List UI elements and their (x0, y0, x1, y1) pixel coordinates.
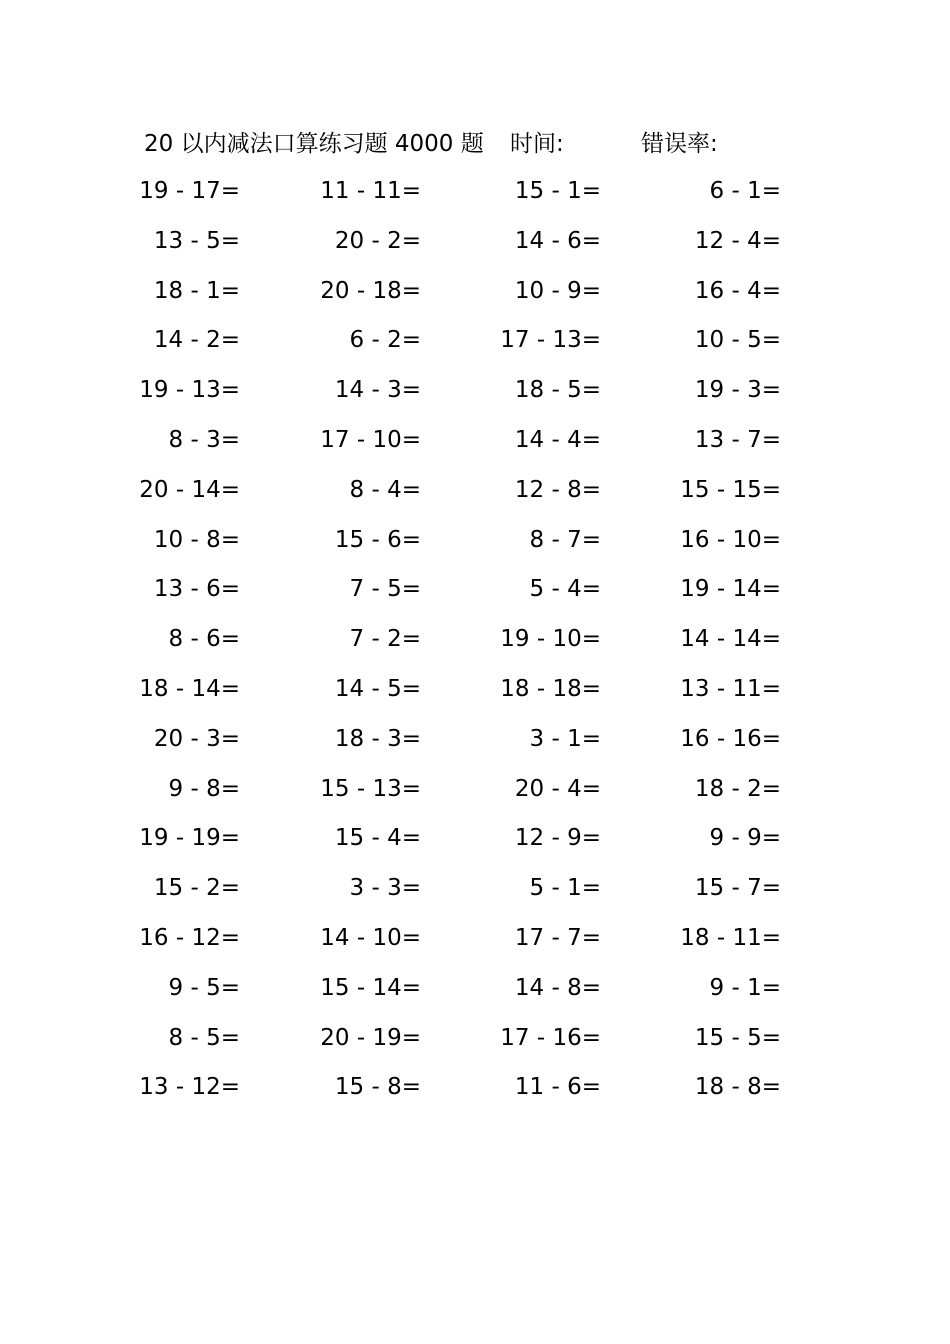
problem-item: 20 - 2= (334, 227, 421, 254)
problem-row (0, 920, 950, 970)
problem-item: 17 - 13= (500, 327, 601, 354)
error-rate-label: 错误率: (641, 131, 718, 157)
problem-item: 5 - 4= (529, 576, 601, 603)
problem-item: 14 - 3= (334, 377, 421, 404)
problem-item: 7 - 2= (349, 626, 421, 653)
problem-item: 19 - 13= (139, 377, 240, 404)
problem-item: 18 - 8= (694, 1074, 781, 1101)
problem-item: 8 - 5= (168, 1024, 240, 1051)
problem-item: 6 - 1= (709, 178, 781, 204)
problem-item: 12 - 4= (694, 227, 781, 254)
problem-item: 18 - 1= (153, 277, 240, 304)
problem-item: 17 - 16= (500, 1024, 601, 1051)
problem-item: 15 - 4= (334, 825, 421, 852)
problem-item: 14 - 2= (153, 327, 240, 354)
problem-row (0, 173, 950, 223)
problem-item: 13 - 6= (153, 576, 240, 603)
problem-row (0, 820, 950, 870)
problem-row (0, 671, 950, 721)
problem-item: 12 - 8= (514, 476, 601, 503)
problem-item: 18 - 5= (514, 377, 601, 404)
problem-row (0, 721, 950, 771)
problem-item: 19 - 10= (500, 626, 601, 653)
problem-row (0, 273, 950, 323)
problem-item: 19 - 17= (139, 178, 240, 204)
problem-item: 17 - 10= (320, 426, 421, 453)
problem-row (0, 1069, 950, 1119)
problem-item: 14 - 10= (320, 924, 421, 951)
problem-item: 16 - 10= (680, 526, 781, 553)
problem-item: 8 - 3= (168, 426, 240, 453)
problem-item: 15 - 15= (680, 476, 781, 503)
problem-item: 18 - 14= (139, 675, 240, 702)
problem-item: 18 - 18= (500, 675, 601, 702)
problem-item: 20 - 14= (139, 476, 240, 503)
problem-row (0, 472, 950, 522)
problem-item: 13 - 5= (153, 227, 240, 254)
problem-grid (0, 173, 950, 1119)
problem-item: 15 - 7= (694, 875, 781, 902)
problem-item: 16 - 12= (139, 924, 240, 951)
problem-item: 8 - 6= (168, 626, 240, 653)
problem-row (0, 322, 950, 372)
problem-item: 15 - 1= (514, 178, 601, 204)
problem-row (0, 1020, 950, 1070)
problem-item: 20 - 3= (153, 725, 240, 752)
problem-item: 17 - 7= (514, 924, 601, 951)
problem-row (0, 372, 950, 422)
problem-item: 20 - 4= (514, 775, 601, 802)
problem-item: 12 - 9= (514, 825, 601, 852)
problem-item: 7 - 5= (349, 576, 421, 603)
problem-item: 13 - 7= (694, 426, 781, 453)
problem-item: 9 - 5= (168, 974, 240, 1001)
problem-item: 19 - 14= (680, 576, 781, 603)
time-label: 时间: (510, 131, 564, 157)
problem-item: 9 - 1= (709, 974, 781, 1001)
problem-item: 11 - 11= (320, 178, 421, 204)
problem-item: 8 - 4= (349, 476, 421, 503)
problem-item: 19 - 3= (694, 377, 781, 404)
problem-item: 14 - 8= (514, 974, 601, 1001)
problem-row (0, 571, 950, 621)
problem-item: 18 - 2= (694, 775, 781, 802)
problem-item: 16 - 16= (680, 725, 781, 752)
problem-item: 3 - 3= (349, 875, 421, 902)
problem-row (0, 771, 950, 821)
problem-item: 10 - 8= (153, 526, 240, 553)
problem-item: 14 - 5= (334, 675, 421, 702)
problem-item: 14 - 6= (514, 227, 601, 254)
problem-item: 10 - 5= (694, 327, 781, 354)
worksheet-header (0, 126, 950, 162)
problem-item: 15 - 8= (334, 1074, 421, 1101)
problem-item: 16 - 4= (694, 277, 781, 304)
problem-item: 9 - 9= (709, 825, 781, 852)
problem-item: 15 - 13= (320, 775, 421, 802)
problem-item: 15 - 6= (334, 526, 421, 553)
problem-item: 13 - 11= (680, 675, 781, 702)
problem-row (0, 422, 950, 472)
problem-item: 15 - 2= (153, 875, 240, 902)
problem-item: 18 - 3= (334, 725, 421, 752)
problem-item: 11 - 6= (514, 1074, 601, 1101)
problem-item: 14 - 4= (514, 426, 601, 453)
problem-item: 18 - 11= (680, 924, 781, 951)
problem-item: 10 - 9= (514, 277, 601, 304)
problem-item: 20 - 19= (320, 1024, 421, 1051)
problem-item: 20 - 18= (320, 277, 421, 304)
problem-item: 13 - 12= (139, 1074, 240, 1101)
problem-row (0, 970, 950, 1020)
problem-row (0, 870, 950, 920)
problem-item: 15 - 14= (320, 974, 421, 1001)
problem-item: 5 - 1= (529, 875, 601, 902)
problem-row (0, 522, 950, 572)
problem-row (0, 223, 950, 273)
problem-item: 8 - 7= (529, 526, 601, 553)
problem-row (0, 621, 950, 671)
problem-item: 15 - 5= (694, 1024, 781, 1051)
problem-item: 19 - 19= (139, 825, 240, 852)
problem-item: 9 - 8= (168, 775, 240, 802)
worksheet-title: 20 以内减法口算练习题 4000 题 (144, 131, 484, 157)
problem-item: 3 - 1= (529, 725, 601, 752)
problem-item: 6 - 2= (349, 327, 421, 354)
problem-item: 14 - 14= (680, 626, 781, 653)
